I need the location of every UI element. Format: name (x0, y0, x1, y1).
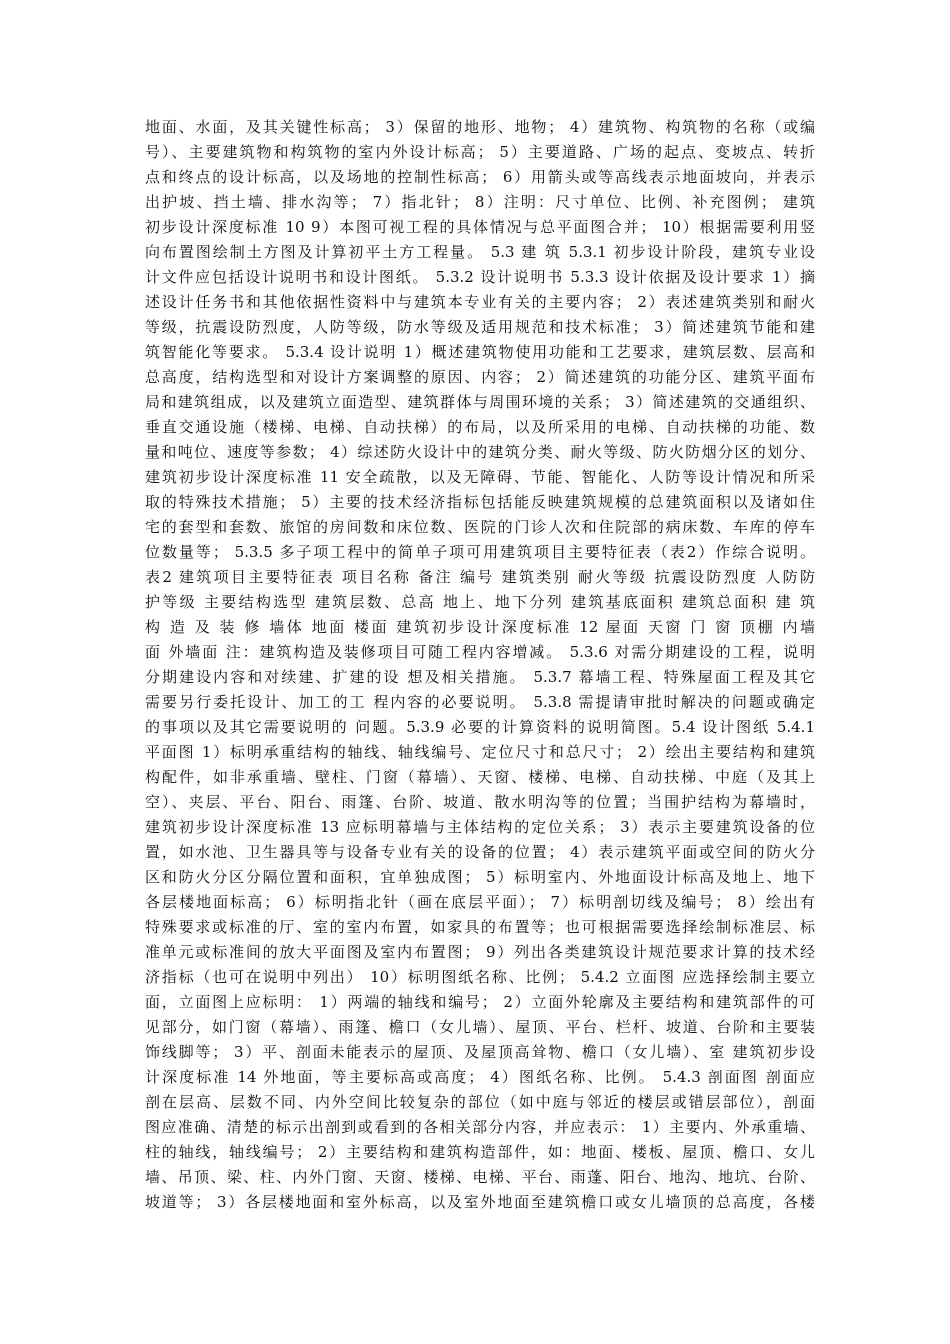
text-line: 宅的套型和套数、旅馆的房间数和床位数、医院的门诊人次和住院部的病床数、车库的停车 (145, 518, 815, 536)
text-line: 分期建设内容和对续建、扩建的设 想及相关措施。 5.3.7 幕墙工程、特殊屋面工程及其它 (145, 668, 815, 686)
text-line: 垂直交通设施（楼梯、电梯、自动扶梯）的布局，以及所采用的电梯、自动扶梯的功能、数 (145, 418, 815, 436)
text-line: 准单元或标准间的放大平面图及室内布置图； 9）列出各类建筑设计规范要求计算的技术经 (145, 943, 815, 961)
text-line: 述设计任务书和其他依据性资料中与建筑本专业有关的主要内容； 2）表述建筑类别和耐火 (145, 293, 815, 311)
text-line: 构 造 及 装 修 墙体 地面 楼面 建筑初步设计深度标准 12 屋面 天窗 门 窗 顶棚 内墙 (145, 618, 815, 636)
text-line: 向布置图绘制土方图及计算初平土方工程量。 5.3 建 筑 5.3.1 初步设计阶段，建筑专业设 (145, 243, 815, 261)
text-line: 量和吨位、速度等参数； 4）综述防火设计中的建筑分类、耐火等级、防火防烟分区的划分、 (145, 443, 815, 461)
text-line: 构配件，如非承重墙、壁柱、门窗（幕墙）、天窗、楼梯、电梯、自动扶梯、中庭（及其上 (145, 768, 815, 786)
text-line: 筑智能化等要求。 5.3.4 设计说明 1）概述建筑物使用功能和工艺要求，建筑层数、层高和 (145, 343, 815, 361)
text-line: 建筑初步设计深度标准 13 应标明幕墙与主体结构的定位关系； 3）表示主要建筑设备的位 (145, 818, 815, 836)
text-line: 特殊要求或标准的厅、室的室内布置，如家具的布置等；也可根据需要选择绘制标准层、标 (145, 918, 815, 936)
text-line: 地面、水面，及其关键性标高； 3）保留的地形、地物； 4）建筑物、构筑物的名称（或编 (145, 118, 815, 136)
text-line: 号）、主要建筑物和构筑物的室内外设计标高； 5）主要道路、广场的起点、变坡点、转折 (145, 143, 815, 161)
text-line: 护等级 主要结构选型 建筑层数、总高 地上、地下分列 建筑基底面积 建筑总面积 建 筑 (145, 593, 815, 611)
text-line: 取的特殊技术措施； 5）主要的技术经济指标包括能反映建筑规模的总建筑面积以及诸如住 (145, 493, 815, 511)
body-text (145, 115, 815, 1215)
text-line: 表2 建筑项目主要特征表 项目名称 备注 编号 建筑类别 耐火等级 抗震设防烈度 人防防 (145, 568, 815, 586)
text-line: 计文件应包括设计说明书和设计图纸。 5.3.2 设计说明书 5.3.3 设计依据及设计要求 1）摘 (145, 268, 815, 286)
text-line: 剖在层高、层数不同、内外空间比较复杂的部位（如中庭与邻近的楼层或错层部位），剖面 (145, 1093, 815, 1111)
text-line: 各层楼地面标高； 6）标明指北针（画在底层平面）； 7）标明剖切线及编号； 8）绘出有 (145, 893, 815, 911)
text-line: 饰线脚等； 3）平、剖面未能表示的屋顶、及屋顶高耸物、檐口（女儿墙）、室 建筑初步设 (145, 1043, 815, 1061)
text-line: 的事项以及其它需要说明的 问题。5.3.9 必要的计算资料的说明简图。5.4 设计图纸 5.4.1 (145, 718, 815, 736)
text-line: 区和防火分区分隔位置和面积，宜单独成图； 5）标明室内、外地面设计标高及地上、地下 (145, 868, 815, 886)
text-line: 见部分，如门窗（幕墙）、雨篷、檐口（女儿墙）、屋顶、平台、栏杆、坡道、台阶和主要装 (145, 1018, 815, 1036)
text-line: 需要另行委托设计、加工的工 程内容的必要说明。 5.3.8 需提请审批时解决的问题或确定 (145, 693, 815, 711)
text-line: 平面图 1）标明承重结构的轴线、轴线编号、定位尺寸和总尺寸； 2）绘出主要结构和建筑 (145, 743, 815, 761)
text-line: 位数量等； 5.3.5 多子项工程中的简单子项可用建筑项目主要特征表（表2）作综合说明。 (145, 543, 815, 561)
text-line: 面，立面图上应标明： 1）两端的轴线和编号； 2）立面外轮廓及主要结构和建筑部件的可 (145, 993, 815, 1011)
text-line: 济指标（也可在说明中列出） 10）标明图纸名称、比例； 5.4.2 立面图 应选择绘制主要立 (145, 968, 815, 986)
text-line: 图应准确、清楚的标示出剖到或看到的各相关部分内容，并应表示： 1）主要内、外承重墙、 (145, 1118, 815, 1136)
text-line: 空）、夹层、平台、阳台、雨篷、台阶、坡道、散水明沟等的位置；当围护结构为幕墙时， (145, 793, 815, 811)
text-line: 局和建筑组成，以及建筑立面造型、建筑群体与周围环境的关系； 3）简述建筑的交通组织、 (145, 393, 815, 411)
text-line: 置，如水池、卫生器具等与设备专业有关的设备的位置； 4）表示建筑平面或空间的防火分 (145, 843, 815, 861)
text-line: 面 外墙面 注：建筑构造及装修项目可随工程内容增减。 5.3.6 对需分期建设的工程，说明 (145, 643, 815, 661)
text-line: 坡道等； 3）各层楼地面和室外标高，以及室外地面至建筑檐口或女儿墙顶的总高度，各楼 (145, 1193, 815, 1211)
text-line: 墙、吊顶、梁、柱、内外门窗、天窗、楼梯、电梯、平台、雨蓬、阳台、地沟、地坑、台阶、 (145, 1168, 815, 1186)
text-line: 出护坡、挡土墙、排水沟等； 7）指北针； 8）注明：尺寸单位、比例、补充图例； 建筑 (145, 193, 815, 211)
text-line: 计深度标准 14 外地面，等主要标高或高度； 4）图纸名称、比例。 5.4.3 剖面图 剖面应 (145, 1068, 815, 1086)
text-line: 等级，抗震设防烈度，人防等级，防水等级及适用规范和技术标准； 3）简述建筑节能和建 (145, 318, 815, 336)
text-line: 点和终点的设计标高，以及场地的控制性标高； 6）用箭头或等高线表示地面坡向，并表示 (145, 168, 815, 186)
text-line: 建筑初步设计深度标准 11 安全疏散，以及无障碍、节能、智能化、人防等设计情况和所采 (145, 468, 815, 486)
text-line: 初步设计深度标准 10 9）本图可视工程的具体情况与总平面图合并； 10）根据需要利用竖 (145, 218, 815, 236)
text-line: 柱的轴线，轴线编号； 2）主要结构和建筑构造部件，如：地面、楼板、屋顶、檐口、女儿 (145, 1143, 815, 1161)
text-line: 总高度，结构选型和对设计方案调整的原因、内容； 2）简述建筑的功能分区、建筑平面布 (145, 368, 815, 386)
